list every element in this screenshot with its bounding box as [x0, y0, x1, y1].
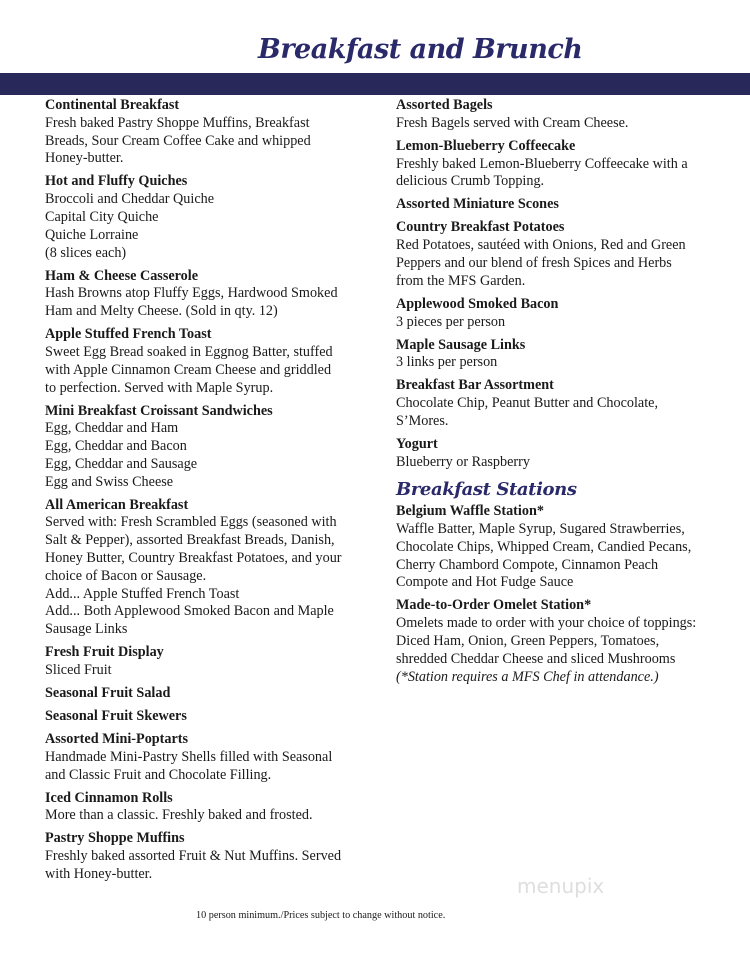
menu-item — [396, 97, 721, 133]
menu-item — [396, 296, 721, 332]
menu-item-description: from the MFS Garden. — [396, 272, 526, 289]
menu-item-description: choice of Bacon or Sausage. — [45, 567, 207, 584]
menu-item — [396, 219, 721, 290]
menu-item-description: with Apple Cinnamon Cream Cheese and griddled — [45, 361, 332, 378]
menu-item — [45, 173, 365, 262]
menu-item — [45, 97, 365, 168]
menu-item-description: Ham and Melty Cheese. (Sold in qty. 12) — [45, 303, 278, 320]
menu-item-description: Quiche Lorraine — [45, 226, 139, 243]
menu-item-name: Yogurt — [396, 435, 438, 452]
menu-item-description: Broccoli and Cheddar Quiche — [45, 191, 215, 208]
menu-item-description: Fresh baked Pastry Shoppe Muffins, Breakfast — [45, 114, 310, 131]
menu-item-description: Sliced Fruit — [45, 662, 112, 679]
menu-item-name: Applewood Smoked Bacon — [396, 295, 559, 312]
menu-item-description: Diced Ham, Onion, Green Peppers, Tomatoes, — [396, 633, 660, 650]
menu-item-description: Blueberry or Raspberry — [396, 453, 530, 470]
menu-item-name: Country Breakfast Potatoes — [396, 219, 565, 236]
menu-item-name: Assorted Miniature Scones — [396, 196, 559, 213]
menu-item-description: and Classic Fruit and Chocolate Filling. — [45, 766, 272, 783]
menu-item-description: S’Mores. — [396, 412, 449, 429]
menu-item-description: Chocolate Chip, Peanut Butter and Chocolate, — [396, 395, 659, 412]
menu-item-description: Omelets made to order with your choice of toppings: — [396, 615, 697, 632]
menu-item — [45, 326, 365, 397]
menu-item-name: Breakfast Bar Assortment — [396, 377, 554, 394]
menu-item-description: delicious Crumb Topping. — [396, 173, 545, 190]
menu-item-name: Seasonal Fruit Skewers — [45, 708, 187, 724]
menu-item-description: Red Potatoes, sautéed with Onions, Red and Green — [396, 237, 686, 254]
menu-item-name: All American Breakfast — [45, 496, 189, 513]
menu-item — [45, 403, 365, 492]
menu-item — [45, 708, 365, 726]
menu-item-description: Waffle Batter, Maple Syrup, Sugared Strawberries, — [396, 521, 685, 538]
menu-item-description: Freshly baked assorted Fruit & Nut Muffins. Served — [45, 848, 342, 865]
menu-item-name: Hot and Fluffy Quiches — [45, 173, 188, 190]
menu-item-description: Peppers and our blend of fresh Spices and Herbs — [396, 254, 672, 271]
menu-item — [45, 790, 365, 826]
menu-item-description: Add... Apple Stuffed French Toast — [45, 585, 240, 602]
menu-item-name: Assorted Bagels — [396, 97, 493, 113]
menu-item — [396, 138, 721, 191]
title-band — [0, 73, 750, 95]
menu-item-description: Served with: Fresh Scrambled Eggs (seasoned with — [45, 514, 337, 531]
menu-item-description: to perfection. Served with Maple Syrup. — [45, 379, 274, 396]
menu-item-description: Egg, Cheddar and Sausage — [45, 455, 198, 472]
menu-item — [45, 268, 365, 321]
menu-item-name: Mini Breakfast Croissant Sandwiches — [45, 402, 273, 419]
menu-item-description: Honey-butter. — [45, 150, 124, 167]
menu-item-note: (*Station requires a MFS Chef in attendance.) — [396, 668, 659, 685]
stations-list — [396, 503, 721, 686]
menu-item-description: Handmade Mini-Pastry Shells filled with Seasonal — [45, 748, 333, 765]
menu-item — [45, 830, 365, 883]
menu-item-description: with Honey-butter. — [45, 865, 153, 882]
menu-item-name: Continental Breakfast — [45, 97, 180, 113]
menu-item-description: Fresh Bagels served with Cream Cheese. — [396, 114, 629, 131]
menu-item-description: Salt & Pepper), assorted Breakfast Breads, Danish, — [45, 532, 335, 549]
menu-item — [45, 497, 365, 639]
menu-item — [396, 196, 721, 214]
menu-item-description: Sausage Links — [45, 621, 128, 638]
menu-item — [45, 685, 365, 703]
left-column — [45, 97, 365, 889]
menu-item-name: Assorted Mini-Poptarts — [45, 730, 189, 747]
menu-item-description: Compote and Hot Fudge Sauce — [396, 574, 574, 591]
menu-item-name: Iced Cinnamon Rolls — [45, 789, 173, 806]
menu-item — [396, 337, 721, 373]
menu-item-description: Egg, Cheddar and Ham — [45, 420, 179, 437]
menu-item-description: Breads, Sour Cream Coffee Cake and whipped — [45, 132, 311, 149]
menu-item-description: Honey Butter, Country Breakfast Potatoes, and your — [45, 550, 342, 567]
right-items — [396, 97, 721, 471]
menu-item-name: Ham & Cheese Casserole — [45, 267, 199, 284]
menu-item-name: Made-to-Order Omelet Station* — [396, 597, 592, 614]
menu-item — [396, 436, 721, 472]
menu-item-description: Capital City Quiche — [45, 208, 159, 225]
menu-item-description: Freshly baked Lemon-Blueberry Coffeecake with a — [396, 155, 688, 172]
right-column — [396, 97, 721, 692]
watermark: menupix — [517, 874, 605, 898]
menu-item-name: Maple Sausage Links — [396, 336, 526, 353]
menu-item — [396, 597, 721, 686]
menu-item-description: 3 pieces per person — [396, 313, 506, 330]
menu-item-name: Pastry Shoppe Muffins — [45, 830, 185, 847]
menu-item-description: (8 slices each) — [45, 244, 127, 261]
menu-item-description: shredded Cheddar Cheese and sliced Mushrooms — [396, 650, 676, 667]
menu-item-description: 3 links per person — [396, 354, 498, 371]
menu-item-description: Cherry Chambord Compote, Cinnamon Peach — [396, 556, 659, 573]
menu-item-name: Seasonal Fruit Salad — [45, 685, 171, 702]
menu-item-description: Egg, Cheddar and Bacon — [45, 438, 187, 455]
stations-title: Breakfast Stations — [396, 479, 577, 501]
menu-item — [396, 377, 721, 430]
menu-item-name: Apple Stuffed French Toast — [45, 326, 212, 343]
menu-item-name: Lemon-Blueberry Coffeecake — [396, 137, 576, 154]
menu-item — [45, 731, 365, 784]
menu-item-name: Belgium Waffle Station* — [396, 503, 544, 520]
menu-item — [396, 503, 721, 592]
menu-item-name: Fresh Fruit Display — [45, 644, 164, 661]
menu-item — [45, 644, 365, 680]
page-title: Breakfast and Brunch — [258, 34, 583, 65]
menu-item-description: Add... Both Applewood Smoked Bacon and Maple — [45, 603, 334, 620]
menu-item-description: Chocolate Chips, Whipped Cream, Candied Pecans, — [396, 538, 692, 555]
menu-item-description: Sweet Egg Bread soaked in Eggnog Batter, stuffed — [45, 343, 333, 360]
menu-item-description: Egg and Swiss Cheese — [45, 473, 174, 490]
menu-item-description: More than a classic. Freshly baked and frosted. — [45, 807, 313, 824]
footer-note: 10 person minimum./Prices subject to change without notice. — [196, 910, 446, 921]
menu-item-description: Hash Browns atop Fluffy Eggs, Hardwood Smoked — [45, 285, 338, 302]
